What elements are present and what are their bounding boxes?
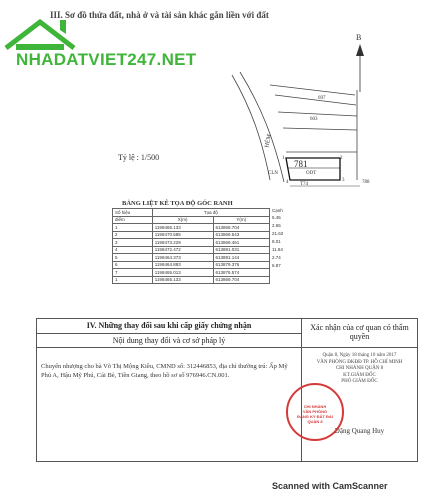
- scanner-footer: Scanned with CamScanner: [272, 481, 388, 491]
- stamp-line: QUẬN 8: [307, 419, 323, 424]
- coord-table: [112, 208, 270, 284]
- left-column-header: Nội dung thay đổi và cơ sở pháp lý: [37, 334, 302, 348]
- table-header: Y(m): [213, 216, 270, 224]
- table-header: điểm: [113, 216, 153, 224]
- edge-length: 2.74: [272, 255, 281, 260]
- table-row: [113, 246, 270, 254]
- table-cell: 613869.704: [213, 224, 270, 232]
- divider: [37, 347, 417, 348]
- watermark-logo: NHADATVIET247.NET: [16, 50, 197, 69]
- edge-length: 11.84: [272, 247, 283, 252]
- table-cell: 1198465.133: [152, 276, 213, 284]
- edge-length: 8.01: [272, 239, 281, 244]
- table-row: [113, 224, 270, 232]
- table-header-row: [113, 209, 270, 217]
- vertex-mark: 4: [286, 180, 289, 185]
- parcel-number: 781: [294, 159, 308, 169]
- table-header: Số hiệu: [113, 209, 153, 217]
- right-column-header: Xác nhận của cơ quan có thẩm quyền: [310, 323, 409, 341]
- table-header-row: [113, 216, 270, 224]
- change-content: Chuyển nhượng cho bà Võ Thị Mộng Kiều, CMND số: 312446853, địa chỉ thường trú: Ấp Mỹ Phú A, Hậu Mỹ Phú, Cái Bè, Tiền Giang, theo hồ sơ số 976946.CN.001.: [41, 363, 288, 379]
- sign-date: Quận 8, Ngày 18 tháng 10 năm 2017: [322, 353, 397, 358]
- lot-number: 697: [318, 96, 326, 101]
- official-stamp: [286, 383, 344, 441]
- table-row: [113, 269, 270, 277]
- edge-length: 5.45: [272, 215, 281, 220]
- vertex-mark: 2: [340, 156, 343, 161]
- stamp-line: ĐĂNG KÝ ĐẤT ĐAI: [297, 414, 333, 419]
- edge-lengths: [272, 214, 288, 270]
- edge-length: 2.65: [272, 223, 281, 228]
- table-cell: 1198465.013: [152, 269, 213, 277]
- table-cell: 613876.574: [213, 269, 270, 277]
- table-cell: 613891.144: [213, 254, 270, 262]
- section-title: IV. Những thay đổi sau khi cấp giấy chứng nhận: [37, 319, 302, 334]
- edge-length: 21.62: [272, 231, 284, 236]
- changes-section: [36, 318, 418, 462]
- table-row: [113, 276, 270, 284]
- table-cell: 1198464.373: [152, 254, 213, 262]
- sign-branch: CHI NHÁNH QUẬN 8: [335, 366, 384, 371]
- table-cell: 5: [113, 254, 153, 262]
- table-cell: 1: [113, 224, 153, 232]
- table-cell: 1198472.472: [152, 246, 213, 254]
- map-sheet-label: T74: [300, 182, 309, 187]
- scale-label: Tỷ lệ : 1/500: [118, 153, 160, 162]
- sign-office: VĂN PHÒNG ĐKĐĐ TP. HỒ CHÍ MINH: [316, 359, 403, 365]
- lot-number: 603: [310, 117, 318, 122]
- signature-block: [302, 353, 417, 386]
- lot-number: 788: [362, 180, 370, 185]
- table-row: [113, 231, 270, 239]
- house-logo-icon: [6, 20, 74, 50]
- road-label: HẺM: [264, 133, 273, 149]
- north-label: B: [356, 33, 362, 42]
- table-cell: 3: [113, 239, 153, 247]
- table-cell: 4: [113, 246, 153, 254]
- table-cell: 613891.031: [213, 246, 270, 254]
- land-use-label: ODT: [306, 171, 317, 176]
- land-use-label: CLN: [268, 171, 278, 176]
- stamp-line: VĂN PHÒNG: [302, 409, 328, 414]
- edge-column-header: Cạnh: [272, 208, 283, 213]
- section-heading: III. Sơ đồ thửa đất, nhà ở và tài sản khác gắn liền với đất: [50, 10, 269, 20]
- edge-length: 6.87: [272, 263, 281, 268]
- table-header: X(m): [152, 216, 213, 224]
- table-cell: 613869.461: [213, 239, 270, 247]
- north-arrow-icon: [356, 44, 364, 92]
- table-cell: 613869.704: [213, 276, 270, 284]
- sign-role: PHÓ GIÁM ĐỐC: [341, 379, 378, 384]
- table-cell: 1198464.893: [152, 261, 213, 269]
- table-row: [113, 239, 270, 247]
- stamp-line: CHI NHÁNH: [303, 404, 327, 409]
- table-cell: 1198473.229: [152, 239, 213, 247]
- table-cell: 613869.543: [213, 231, 270, 239]
- table-cell: 7: [113, 269, 153, 277]
- table-cell: 613879.376: [213, 261, 270, 269]
- table-cell: 1198470.585: [152, 231, 213, 239]
- vertex-mark: 1: [282, 156, 285, 161]
- signer-name: Đặng Quang Huy: [334, 427, 385, 435]
- table-row: [113, 261, 270, 269]
- table-row: [113, 254, 270, 262]
- table-cell: 2: [113, 231, 153, 239]
- table-cell: 1: [113, 276, 153, 284]
- table-header: Tọa độ: [152, 209, 269, 217]
- sign-role: KT.GIÁM ĐỐC: [343, 372, 376, 378]
- vertex-mark: 3: [342, 178, 345, 183]
- table-cell: 1198465.133: [152, 224, 213, 232]
- coord-table-title: BẢNG LIỆT KÊ TỌA ĐỘ GÓC RANH: [122, 200, 233, 207]
- table-cell: 6: [113, 261, 153, 269]
